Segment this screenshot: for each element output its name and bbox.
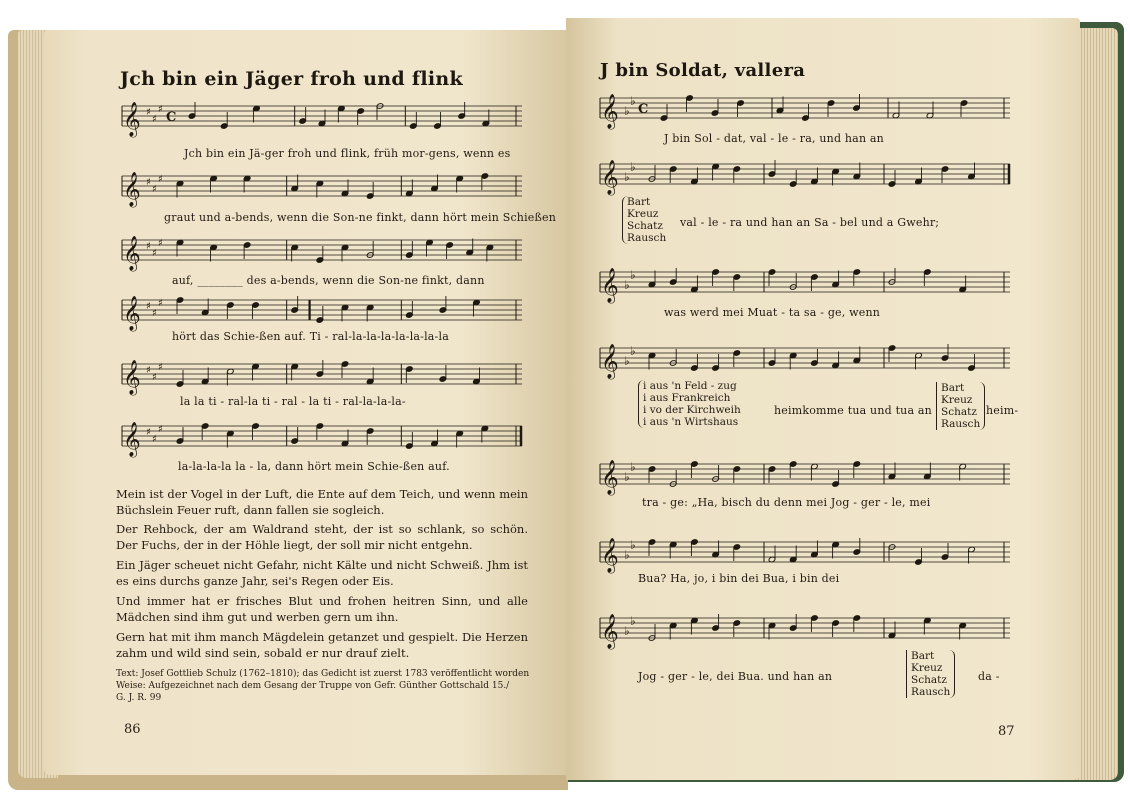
left-page bbox=[44, 30, 566, 775]
svg-text:♯: ♯ bbox=[158, 174, 163, 185]
lyric-line-r4: heimkomme tua und tua an bbox=[774, 404, 932, 417]
svg-text:♭: ♭ bbox=[624, 624, 630, 638]
stanza-5: Und immer hat er frisches Blut und frohen heitren Sinn, und alle Mädchen sind ihm gut und werben gern um ihn. bbox=[116, 594, 528, 624]
lyric-line-r7b: da - bbox=[978, 670, 1000, 683]
music-staff-r3 bbox=[600, 268, 1010, 303]
lyric-line-r7: Jog - ger - le, dei Bua. und han an bbox=[638, 670, 833, 683]
origin-frankreich: i aus Frankreich bbox=[643, 392, 731, 404]
svg-text:𝄞: 𝄞 bbox=[123, 236, 141, 271]
variant-kreuz-2: Kreuz bbox=[941, 394, 973, 406]
variant-kreuz: Kreuz bbox=[627, 208, 659, 220]
svg-text:♭: ♭ bbox=[624, 278, 630, 292]
variant-rausch: Rausch bbox=[627, 232, 667, 244]
music-staff-r2 bbox=[600, 160, 1010, 195]
song-title-jaeger: Jch bin ein Jäger froh und flink bbox=[120, 68, 463, 90]
lyric-line-r6: Bua? Ha, jo, i bin dei Bua, i bin dei bbox=[638, 572, 840, 585]
svg-text:♯: ♯ bbox=[152, 114, 157, 125]
svg-text:♯: ♯ bbox=[146, 365, 151, 376]
right-page bbox=[566, 18, 1080, 780]
music-staff-5 bbox=[122, 360, 522, 395]
variant-rausch-3: Rausch bbox=[911, 686, 951, 698]
stanza-2: Mein ist der Vogel in der Luft, die Ente auf dem Teich, und wenn mein Büchslein Feuer ruft, dann fallen sie sogleich. bbox=[116, 487, 528, 517]
svg-text:♯: ♯ bbox=[158, 104, 163, 115]
svg-text:♯: ♯ bbox=[152, 372, 157, 383]
svg-text:♭: ♭ bbox=[630, 460, 636, 474]
svg-text:♯: ♯ bbox=[152, 308, 157, 319]
music-staff-r1 bbox=[600, 94, 1010, 129]
lyric-line-r1: J bin Sol - dat, val - le - ra, und han an bbox=[664, 132, 884, 145]
svg-text:𝄞: 𝄞 bbox=[123, 422, 141, 457]
stanza-3: Der Rehbock, der am Waldrand steht, der ist so schlank, so schön. Der Fuchs, der in der Höhle liegt, der soll mir nicht entgehn. bbox=[116, 522, 528, 552]
svg-text:♭: ♭ bbox=[624, 354, 630, 368]
svg-text:𝄞: 𝄞 bbox=[601, 268, 619, 303]
brace-origins bbox=[638, 380, 741, 428]
music-staff-r6 bbox=[600, 538, 1010, 573]
svg-text:𝄞: 𝄞 bbox=[601, 94, 619, 129]
svg-text:𝄞: 𝄞 bbox=[123, 172, 141, 207]
music-staff-r5 bbox=[600, 460, 1010, 495]
music-staff-3 bbox=[122, 236, 522, 271]
svg-text:♭: ♭ bbox=[630, 94, 636, 108]
svg-text:𝄞: 𝄞 bbox=[601, 460, 619, 495]
lyric-line-4: hört das Schie-ßen auf. Ti - ral-la-la-la-la-la-la-la bbox=[172, 330, 449, 343]
credits-melody-line: Weise: Aufgezeichnet nach dem Gesang der Truppe von Gefr. Günther Gottschald 15./ bbox=[116, 681, 510, 691]
music-staff-r7 bbox=[600, 614, 1010, 649]
svg-text:𝄞: 𝄞 bbox=[123, 296, 141, 331]
lyric-line-r2: val - le - ra und han an Sa - bel und a Gwehr; bbox=[680, 216, 940, 229]
svg-text:♯: ♯ bbox=[146, 301, 151, 312]
variant-schatz: Schatz bbox=[627, 220, 663, 232]
svg-text:𝄞: 𝄞 bbox=[123, 102, 141, 137]
variant-bart-3: Bart bbox=[911, 650, 935, 662]
svg-text:♭: ♭ bbox=[624, 470, 630, 484]
credits-unit-line: G. J. R. 99 bbox=[116, 693, 162, 703]
song-credits bbox=[116, 668, 536, 704]
svg-text:𝄞: 𝄞 bbox=[601, 160, 619, 195]
page-number-left: 86 bbox=[124, 722, 141, 737]
svg-text:𝄞: 𝄞 bbox=[601, 344, 619, 379]
variant-schatz-3: Schatz bbox=[911, 674, 947, 686]
svg-text:♯: ♯ bbox=[152, 184, 157, 195]
svg-text:♭: ♭ bbox=[630, 160, 636, 174]
svg-text:♯: ♯ bbox=[152, 434, 157, 445]
brace-variants-1-list bbox=[622, 196, 666, 244]
svg-text:♭: ♭ bbox=[624, 104, 630, 118]
svg-text:♯: ♯ bbox=[152, 248, 157, 259]
variant-rausch-2: Rausch bbox=[941, 418, 981, 430]
svg-text:♭: ♭ bbox=[630, 538, 636, 552]
credits-text-line: Text: Josef Gottlieb Schulz (1762–1810); das Gedicht ist zuerst 1783 veröffentlicht worden bbox=[116, 669, 530, 679]
variant-bart-2: Bart bbox=[941, 382, 965, 394]
svg-text:𝄞: 𝄞 bbox=[601, 614, 619, 649]
svg-text:C: C bbox=[166, 110, 177, 125]
lyric-line-5: la la ti - ral-la ti - ral - la ti - ral-la-la-la- bbox=[180, 395, 406, 408]
brace-origins-list bbox=[638, 380, 741, 428]
stanza-4: Ein Jäger scheuet nicht Gefahr, nicht Kälte und nicht Schweiß. Jhm ist es eins durchs ganze Jahr, sei's Regen oder Eis. bbox=[116, 558, 528, 588]
variant-bart: Bart bbox=[627, 196, 651, 208]
svg-text:♭: ♭ bbox=[624, 548, 630, 562]
brace-variants-3-list bbox=[906, 650, 955, 698]
brace-variants-2 bbox=[936, 382, 985, 430]
svg-text:♭: ♭ bbox=[630, 614, 636, 628]
music-staff-2 bbox=[122, 172, 522, 207]
lyric-line-r3: was werd mei Muat - ta sa - ge, wenn bbox=[664, 306, 881, 319]
page-edges-right bbox=[1076, 28, 1118, 780]
svg-text:♯: ♯ bbox=[158, 424, 163, 435]
svg-text:♭: ♭ bbox=[630, 344, 636, 358]
lyric-line-3: auf, ________ des a-bends, wenn die Son-ne finkt, dann bbox=[172, 274, 485, 287]
song-title-soldat: J bin Soldat, vallera bbox=[600, 60, 806, 81]
music-staff-4 bbox=[122, 296, 522, 331]
music-staff-1 bbox=[122, 102, 522, 137]
brace-variants-2-list bbox=[936, 382, 985, 430]
lyric-line-2: graut und a-bends, wenn die Son-ne finkt, dann hört mein Schießen bbox=[164, 211, 557, 224]
origin-feldzug: i aus 'n Feld - zug bbox=[643, 380, 737, 392]
stanza-6: Gern hat mit ihm manch Mägdelein getanzet und gespielt. Die Herzen zahm und wild sind sein, sobald er nur drauf zielt. bbox=[116, 630, 528, 660]
svg-text:♭: ♭ bbox=[624, 170, 630, 184]
brace-variants-3 bbox=[906, 650, 955, 698]
page-number-right: 87 bbox=[998, 724, 1015, 739]
svg-text:C: C bbox=[638, 102, 649, 117]
variant-schatz-2: Schatz bbox=[941, 406, 977, 418]
svg-text:𝄞: 𝄞 bbox=[123, 360, 141, 395]
lyric-line-r4b: heim- bbox=[986, 404, 1019, 417]
music-staff-r4 bbox=[600, 344, 1010, 379]
svg-text:♯: ♯ bbox=[146, 107, 151, 118]
lyric-line-1: Jch bin ein Jä-ger froh und flink, früh mor-gens, wenn es bbox=[184, 147, 511, 160]
svg-text:♯: ♯ bbox=[158, 238, 163, 249]
svg-text:♯: ♯ bbox=[158, 298, 163, 309]
svg-text:♯: ♯ bbox=[146, 241, 151, 252]
brace-variants-1 bbox=[622, 196, 666, 244]
music-staff-6 bbox=[122, 422, 522, 457]
variant-kreuz-3: Kreuz bbox=[911, 662, 943, 674]
origin-wirtshaus: i aus 'n Wirtshaus bbox=[643, 416, 739, 428]
lyric-line-6: la-la-la-la la - la, dann hört mein Schie-ßen auf. bbox=[178, 460, 450, 473]
origin-kirchweih: i vo der Kirchweih bbox=[643, 404, 741, 416]
svg-text:♯: ♯ bbox=[158, 362, 163, 373]
svg-text:♭: ♭ bbox=[630, 268, 636, 282]
svg-text:♯: ♯ bbox=[146, 427, 151, 438]
lyric-line-r5: tra - ge: „Ha, bisch du denn mei Jog - ger - le, mei bbox=[642, 496, 931, 509]
svg-text:♯: ♯ bbox=[146, 177, 151, 188]
svg-text:𝄞: 𝄞 bbox=[601, 538, 619, 573]
